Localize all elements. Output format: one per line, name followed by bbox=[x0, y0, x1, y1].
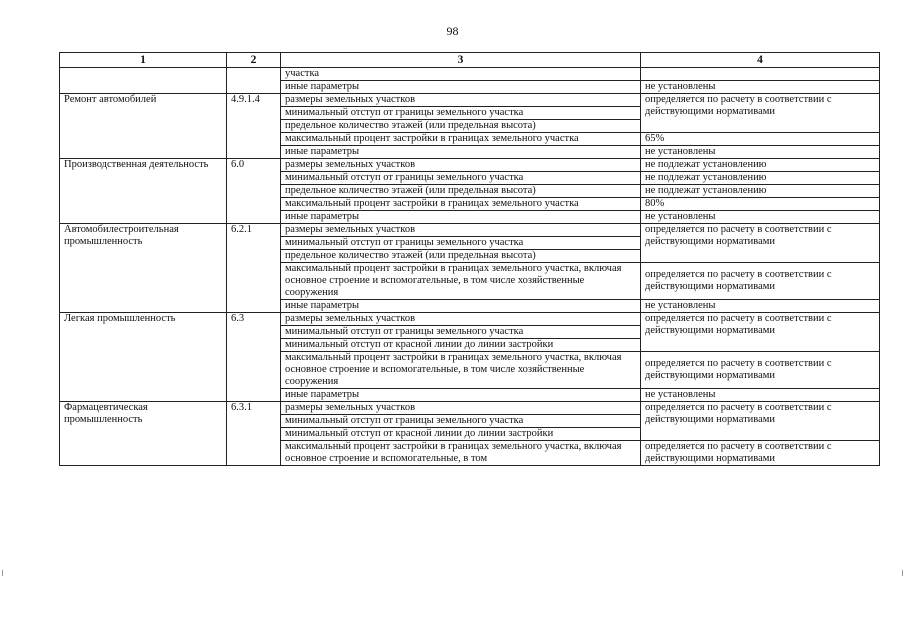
land-use-code: 6.3.1 bbox=[227, 402, 281, 466]
table-header-row bbox=[60, 53, 880, 68]
parameter-value: определяется по расчету в соответствии с действующими нормативами bbox=[641, 352, 880, 389]
parameter-value: не установлены bbox=[641, 81, 880, 94]
parameter-value bbox=[641, 68, 880, 81]
parameter-name: участка bbox=[281, 68, 641, 81]
header-col-1: 1 bbox=[60, 53, 227, 68]
parameter-value: не установлены bbox=[641, 300, 880, 313]
land-use-name: Фармацевтическая промышленность bbox=[60, 402, 227, 466]
table-row bbox=[60, 224, 880, 237]
land-use-name: Автомобилестроительная промышленность bbox=[60, 224, 227, 313]
parameter-value: определяется по расчету в соответствии с действующими нормативами bbox=[641, 94, 880, 133]
parameter-name: максимальный процент застройки в границах земельного участка, включая основное строение и вспомогательные, в том числе хозяйственные сооружения bbox=[281, 352, 641, 389]
header-col-4: 4 bbox=[641, 53, 880, 68]
parameter-value: не подлежат установлению bbox=[641, 185, 880, 198]
parameter-name: минимальный отступ от красной линии до линии застройки bbox=[281, 339, 641, 352]
parameter-name: предельное количество этажей (или предельная высота) bbox=[281, 250, 641, 263]
table-row bbox=[60, 159, 880, 172]
parameter-value: определяется по расчету в соответствии с действующими нормативами bbox=[641, 402, 880, 441]
parameter-name: минимальный отступ от границы земельного участка bbox=[281, 326, 641, 339]
table-row bbox=[60, 402, 880, 415]
parameter-name: иные параметры bbox=[281, 146, 641, 159]
parameter-name: размеры земельных участков bbox=[281, 313, 641, 326]
land-use-code: 4.9.1.4 bbox=[227, 94, 281, 159]
parameter-value: 80% bbox=[641, 198, 880, 211]
parameter-name: размеры земельных участков bbox=[281, 224, 641, 237]
parameter-value: не установлены bbox=[641, 389, 880, 402]
parameter-name: предельное количество этажей (или предельная высота) bbox=[281, 120, 641, 133]
table-row bbox=[60, 68, 880, 81]
land-use-name: Ремонт автомобилей bbox=[60, 94, 227, 159]
parameter-name: максимальный процент застройки в границах земельного участка bbox=[281, 198, 641, 211]
parameter-name: размеры земельных участков bbox=[281, 94, 641, 107]
table-row bbox=[60, 94, 880, 107]
parameter-name: минимальный отступ от границы земельного участка bbox=[281, 172, 641, 185]
land-use-name: Легкая промышленность bbox=[60, 313, 227, 402]
parameter-name: иные параметры bbox=[281, 300, 641, 313]
parameter-name: иные параметры bbox=[281, 211, 641, 224]
land-use-name bbox=[60, 68, 227, 94]
parameter-value: не подлежат установлению bbox=[641, 172, 880, 185]
parameter-name: максимальный процент застройки в границах земельного участка, включая основное строение и вспомогательные, в том числе хозяйственные сооружения bbox=[281, 263, 641, 300]
parameters-table bbox=[59, 52, 880, 466]
margin-mark-right bbox=[902, 570, 903, 576]
parameter-name: минимальный отступ от границы земельного участка bbox=[281, 107, 641, 120]
parameter-name: предельное количество этажей (или предельная высота) bbox=[281, 185, 641, 198]
page-number: 98 bbox=[446, 24, 459, 38]
parameter-name: минимальный отступ от красной линии до линии застройки bbox=[281, 428, 641, 441]
parameter-name: минимальный отступ от границы земельного участка bbox=[281, 415, 641, 428]
land-use-code bbox=[227, 68, 281, 94]
land-use-code: 6.0 bbox=[227, 159, 281, 224]
table-row bbox=[60, 313, 880, 326]
land-use-code: 6.2.1 bbox=[227, 224, 281, 313]
parameter-value: определяется по расчету в соответствии с действующими нормативами bbox=[641, 441, 880, 466]
parameter-value: 65% bbox=[641, 133, 880, 146]
parameter-value: не установлены bbox=[641, 211, 880, 224]
parameter-name: иные параметры bbox=[281, 389, 641, 402]
header-col-2: 2 bbox=[227, 53, 281, 68]
header-col-3: 3 bbox=[281, 53, 641, 68]
parameter-name: минимальный отступ от границы земельного участка bbox=[281, 237, 641, 250]
parameter-value: не установлены bbox=[641, 146, 880, 159]
parameter-value: определяется по расчету в соответствии с действующими нормативами bbox=[641, 224, 880, 263]
parameter-name: размеры земельных участков bbox=[281, 402, 641, 415]
table-body bbox=[60, 68, 880, 466]
parameter-name: размеры земельных участков bbox=[281, 159, 641, 172]
parameter-name: иные параметры bbox=[281, 81, 641, 94]
parameter-value: не подлежат установлению bbox=[641, 159, 880, 172]
parameter-name: максимальный процент застройки в границах земельного участка, включая основное строение и вспомогательные, в том bbox=[281, 441, 641, 466]
parameter-name: максимальный процент застройки в границах земельного участка bbox=[281, 133, 641, 146]
land-use-code: 6.3 bbox=[227, 313, 281, 402]
parameter-value: определяется по расчету в соответствии с действующими нормативами bbox=[641, 263, 880, 300]
margin-mark-left bbox=[2, 570, 3, 576]
parameter-value: определяется по расчету в соответствии с действующими нормативами bbox=[641, 313, 880, 352]
land-use-name: Производственная деятельность bbox=[60, 159, 227, 224]
